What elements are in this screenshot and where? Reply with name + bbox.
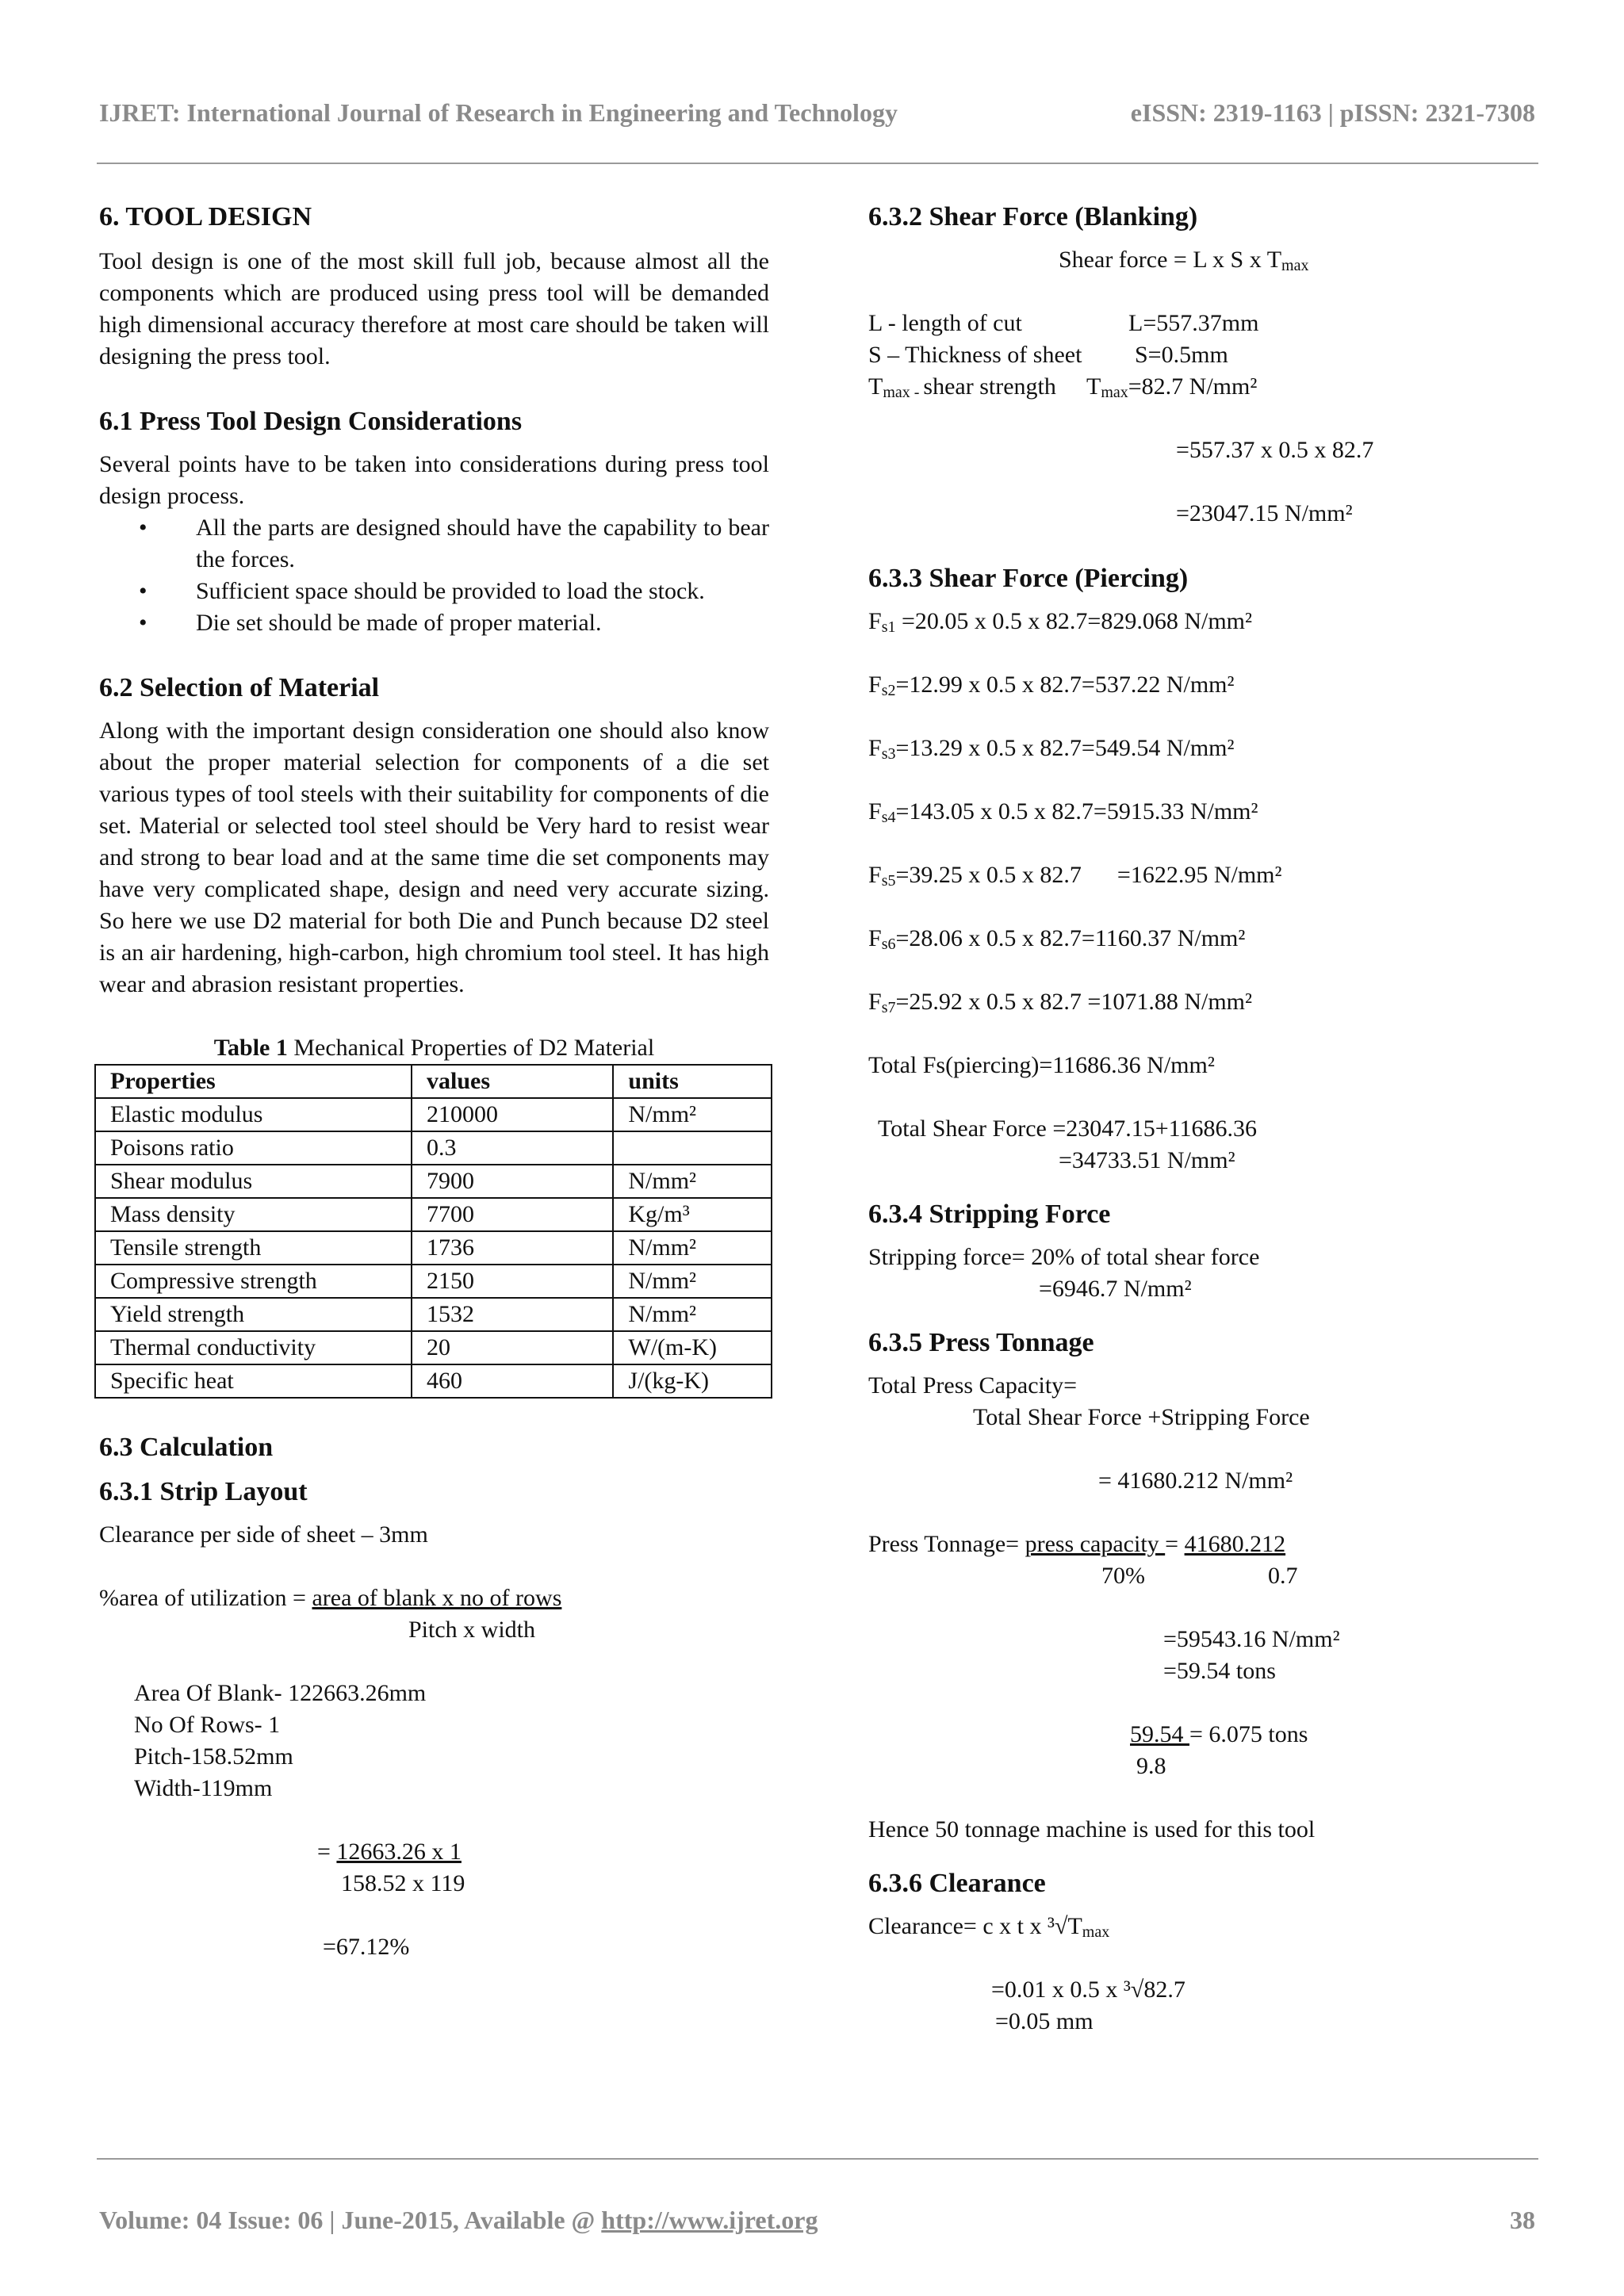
- piercing-force: $F_{s1} =20.05$ x 0.5 x 82.7=829.068 N/mm²: [868, 608, 1252, 636]
- table-cell: 1736: [412, 1231, 613, 1265]
- clearance-result: =0.05 mm: [995, 2008, 1094, 2034]
- table-row: [95, 1198, 772, 1231]
- footer-volume: Volume: 04 Issue: 06 | June-2015, Available @ http://www.ijret.org: [99, 2206, 818, 2234]
- section-6-2-paragraph: Along with the important design consideration one should also know about the proper material selection for components of a die set various types of tool steels with their suitability for components of die set. Material or selected tool steel should be Very hard to resist wear and strong to bear load and at the same time die set components may have very complicated shape, design and need very accurate sizing. So here we use D2 material for both Die and Punch because D2 steel is an air hardening, high-carbon, high chromium tool steel. It has high wear and abrasion resistant properties.: [99, 718, 769, 997]
- table-row: [95, 1165, 772, 1198]
- table-cell: J/(kg-K): [613, 1364, 772, 1398]
- table-row: [95, 1265, 772, 1298]
- table-cell: 0.3: [412, 1131, 613, 1165]
- table-caption: Table 1 Mechanical Properties of D2 Material: [213, 1035, 655, 1061]
- table-cell: 210000: [412, 1098, 613, 1131]
- section-6-title: 6. TOOL DESIGN: [99, 202, 312, 232]
- utilization-denominator: Pitch x width: [408, 1617, 536, 1643]
- section-6-1-title: 6.1 Press Tool Design Considerations: [99, 407, 523, 436]
- utilization-result: =67.12%: [323, 1934, 410, 1960]
- press-tonnage-tons: =59.54 tons: [1163, 1658, 1276, 1684]
- stripping-force: Stripping force= 20% of total shear force: [868, 1244, 1260, 1270]
- table-cell: 7700: [412, 1198, 613, 1231]
- table-cell: N/mm²: [613, 1265, 772, 1298]
- section-6-1-paragraph: Several points have to be taken into considerations during press tool design process.: [99, 451, 769, 509]
- piercing-force: $F_{s6}=28.06$ x 0.5 x 82.7=1160.37 N/mm²: [868, 925, 1246, 953]
- material-properties-table: [94, 1064, 772, 1399]
- right-column: [868, 200, 1534, 2038]
- table-header-cell: values: [412, 1065, 613, 1098]
- blanking-calc: =557.37 x 0.5 x 82.7: [1176, 437, 1374, 463]
- considerations-list: [99, 512, 769, 639]
- shear-strength: $T_{max -}$ shear strength $T_{max}=82.7$ N/mm²: [868, 373, 1258, 401]
- total-shear-force: Total Shear Force =23047.15+11686.36: [878, 1115, 1258, 1142]
- left-column: [99, 200, 769, 1963]
- page-number: 38: [1510, 2206, 1535, 2234]
- list-item: • Sufficient space should be provided to load the stock.: [99, 576, 769, 607]
- table-cell: Kg/m³: [613, 1198, 772, 1231]
- clearance-per-side: Clearance per side of sheet – 3mm: [99, 1521, 428, 1548]
- table-cell: N/mm²: [613, 1298, 772, 1331]
- table-cell: N/mm²: [613, 1231, 772, 1265]
- table-cell: Tensile strength: [95, 1231, 412, 1265]
- piercing-force: $F_{s3}=13.29$ x 0.5 x 82.7=549.54 N/mm²: [868, 735, 1235, 763]
- utilization-calc-denominator: 158.52 x 119: [341, 1870, 465, 1896]
- table-cell: Yield strength: [95, 1298, 412, 1331]
- length-of-cut: L - length of cut L=557.37mm: [868, 310, 1259, 336]
- section-6-3-title: 6.3 Calculation: [99, 1433, 274, 1462]
- table-cell: Mass density: [95, 1198, 412, 1231]
- press-capacity-formula: Total Shear Force +Stripping Force: [973, 1404, 1310, 1430]
- section-6-3-5-title: 6.3.5 Press Tonnage: [868, 1328, 1094, 1357]
- section-6-3-6-title: 6.3.6 Clearance: [868, 1869, 1046, 1898]
- table-cell: W/(m-K): [613, 1331, 772, 1364]
- section-6-3-3-title: 6.3.3 Shear Force (Piercing): [868, 564, 1189, 593]
- clearance-formula: Clearance= c x t x $^3√T_{max}$: [868, 1913, 1110, 1941]
- table-cell: 20: [412, 1331, 613, 1364]
- press-capacity-result: = 41680.212 N/mm²: [1098, 1468, 1293, 1494]
- list-item: • Die set should be made of proper material.: [99, 607, 769, 639]
- table-cell: Shear modulus: [95, 1165, 412, 1198]
- tonnage-conversion-denominator: 9.8: [1136, 1753, 1166, 1779]
- table-header-cell: units: [613, 1065, 772, 1098]
- table-cell: N/mm²: [613, 1165, 772, 1198]
- bullet-icon: •: [139, 610, 147, 636]
- stripping-force-result: =6946.7 N/mm²: [1039, 1276, 1192, 1302]
- header-rule: [97, 163, 1538, 164]
- width-value: Width-119mm: [134, 1775, 273, 1801]
- section-6-2-title: 6.2 Selection of Material: [99, 673, 380, 702]
- bullet-icon: •: [139, 515, 147, 541]
- section-6-3-1-title: 6.3.1 Strip Layout: [99, 1477, 308, 1506]
- journal-link[interactable]: http://www.ijret.org: [601, 2206, 818, 2234]
- table-cell: Compressive strength: [95, 1265, 412, 1298]
- press-tonnage-denominators: 70% 0.7: [1101, 1563, 1298, 1589]
- issn-info: eISSN: 2319-1163 | pISSN: 2321-7308: [1130, 98, 1535, 127]
- table-row: [95, 1331, 772, 1364]
- table-cell: 2150: [412, 1265, 613, 1298]
- table-row: [95, 1131, 772, 1165]
- table-row: [95, 1364, 772, 1398]
- list-item: • All the parts are designed should have the capability to bear the forces.: [99, 512, 769, 576]
- area-of-blank: Area Of Blank- 122663.26mm: [134, 1680, 427, 1706]
- table-header-cell: Properties: [95, 1065, 412, 1098]
- table-cell: [613, 1131, 772, 1165]
- table-header-row: [95, 1065, 772, 1098]
- tonnage-conclusion: Hence 50 tonnage machine is used for this tool: [868, 1816, 1316, 1843]
- journal-title: IJRET: International Journal of Research in Engineering and Technology: [99, 98, 898, 127]
- sheet-thickness: S – Thickness of sheet S=0.5mm: [868, 342, 1228, 368]
- table-row: [95, 1231, 772, 1265]
- bullet-icon: •: [139, 578, 147, 604]
- total-shear-force-result: =34733.51 N/mm²: [1059, 1147, 1235, 1173]
- press-tonnage-formula: Press Tonnage= press capacity = 41680.212: [868, 1531, 1286, 1557]
- tonnage-conversion: 59.54 = 6.075 tons: [1130, 1721, 1308, 1747]
- table-cell: 7900: [412, 1165, 613, 1198]
- table-cell: Thermal conductivity: [95, 1331, 412, 1364]
- footer-rule: [97, 2158, 1538, 2160]
- blanking-result: =23047.15 N/mm²: [1176, 500, 1353, 526]
- piercing-force: $F_{s4}=143.05$ x 0.5 x 82.7=5915.33 N/mm²: [868, 798, 1258, 826]
- total-piercing-force: Total Fs(piercing)=11686.36 N/mm²: [868, 1052, 1215, 1078]
- shear-force-formula: Shear force = L x S x $T_{max}$: [1059, 247, 1309, 274]
- section-6-paragraph: Tool design is one of the most skill full job, because almost all the components which are produced using press tool will be demanded high dimensional accuracy therefore at most care should be taken will designing the press tool.: [99, 248, 769, 369]
- utilization-formula: %area of utilization = area of blank x no of rows: [99, 1585, 562, 1611]
- piercing-force: $F_{s5}=39.25$ x 0.5 x 82.7 =1622.95 N/mm²: [868, 862, 1282, 890]
- no-of-rows: No Of Rows- 1: [134, 1712, 281, 1738]
- pitch-value: Pitch-158.52mm: [134, 1743, 293, 1770]
- section-6-3-4-title: 6.3.4 Stripping Force: [868, 1200, 1111, 1229]
- table-row: [95, 1098, 772, 1131]
- piercing-force: $F_{s7}=25.92$ x 0.5 x 82.7 =1071.88 N/mm²: [868, 989, 1252, 1016]
- press-capacity-label: Total Press Capacity=: [868, 1372, 1078, 1399]
- table-cell: 1532: [412, 1298, 613, 1331]
- utilization-calc: = 12663.26 x 1: [317, 1839, 462, 1865]
- table-cell: Specific heat: [95, 1364, 412, 1398]
- table-cell: Poisons ratio: [95, 1131, 412, 1165]
- table-cell: N/mm²: [613, 1098, 772, 1131]
- table-row: [95, 1298, 772, 1331]
- piercing-force: $F_{s2}=12.99$ x 0.5 x 82.7=537.22 N/mm²: [868, 672, 1235, 699]
- press-tonnage-result: =59543.16 N/mm²: [1163, 1626, 1340, 1652]
- table-cell: 460: [412, 1364, 613, 1398]
- table-cell: Elastic modulus: [95, 1098, 412, 1131]
- section-6-3-2-title: 6.3.2 Shear Force (Blanking): [868, 202, 1198, 232]
- clearance-calc: =0.01 x 0.5 x ³√82.7: [991, 1976, 1185, 2003]
